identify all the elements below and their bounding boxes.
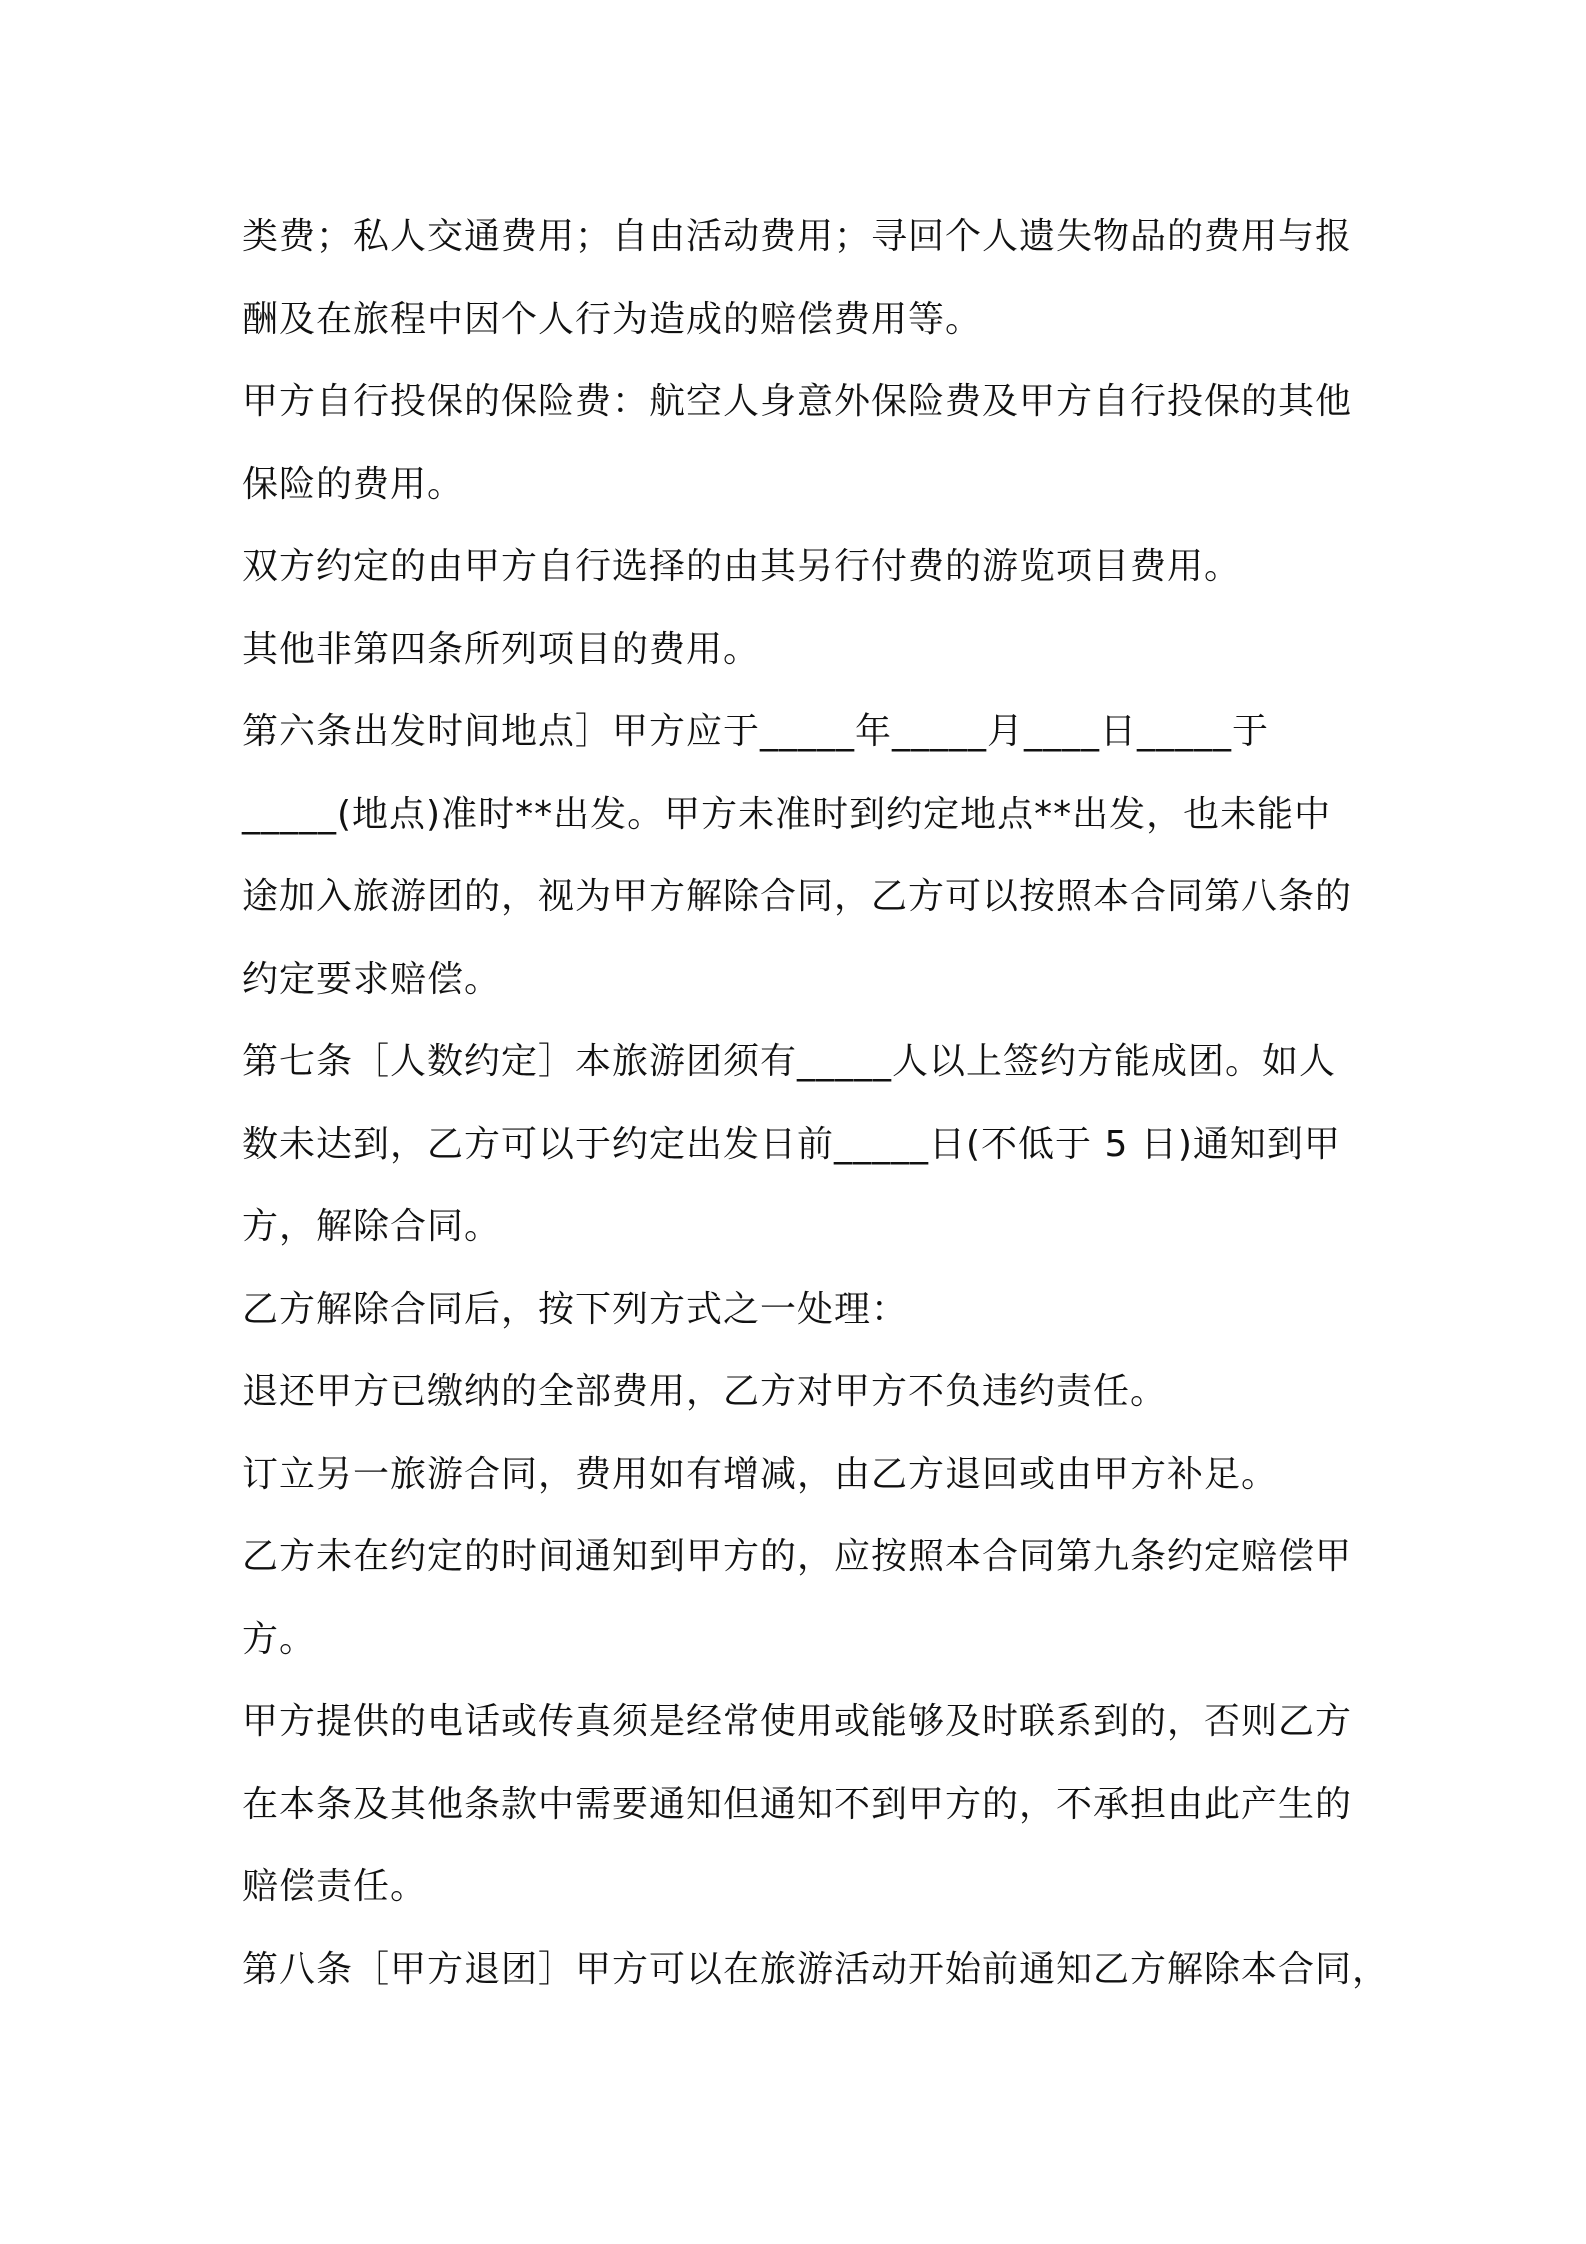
text-line: 订立另一旅游合同，费用如有增减，由乙方退回或由甲方补足。 [242, 1453, 1279, 1495]
text-line: 第七条［人数约定］本旅游团须有_____人以上签约方能成团。如人 [242, 1041, 1337, 1082]
text-line: 在本条及其他条款中需要通知但通知不到甲方的，不承担由此产生的 [242, 1783, 1353, 1825]
text-line: 类费；私人交通费用；自由活动费用；寻回个人遗失物品的费用与报 [242, 216, 1353, 257]
text-line: 乙方解除合同后，按下列方式之一处理： [242, 1288, 909, 1330]
text-line: 约定要求赔偿。 [242, 958, 502, 1000]
text-line: 途加入旅游团的，视为甲方解除合同，乙方可以按照本合同第八条的 [242, 876, 1353, 917]
text-line: 乙方未在约定的时间通知到甲方的，应按照本合同第九条约定赔偿甲 [242, 1536, 1353, 1577]
text-line: 第六条出发时间地点］甲方应于_____年_____月____日_____于 [242, 711, 1270, 752]
text-line: 其他非第四条所列项目的费用。 [242, 628, 761, 670]
text-line: 赔偿责任。 [242, 1866, 428, 1907]
text-line: 甲方提供的电话或传真须是经常使用或能够及时联系到的，否则乙方 [242, 1701, 1353, 1742]
text-line: 方。 [242, 1618, 317, 1660]
text-line: _____(地点)准时**出发。甲方未准时到约定地点**出发，也未能中 [242, 793, 1332, 835]
text-line: 退还甲方已缴纳的全部费用，乙方对甲方不负违约责任。 [242, 1371, 1168, 1412]
text-line: 方，解除合同。 [242, 1206, 502, 1247]
text-line: 双方约定的由甲方自行选择的由其另行付费的游览项目费用。 [242, 546, 1242, 587]
text-line: 数未达到，乙方可以于约定出发日前_____日(不低于 5 日)通知到甲 [242, 1123, 1341, 1165]
text-line: 酬及在旅程中因个人行为造成的赔偿费用等。 [242, 298, 983, 340]
text-line: 甲方自行投保的保险费：航空人身意外保险费及甲方自行投保的其他 [242, 381, 1353, 422]
text-line: 第八条［甲方退团］甲方可以在旅游活动开始前通知乙方解除本合同， [242, 1948, 1390, 1990]
text-line: 保险的费用。 [242, 463, 465, 505]
document-body [242, 196, 1390, 2011]
